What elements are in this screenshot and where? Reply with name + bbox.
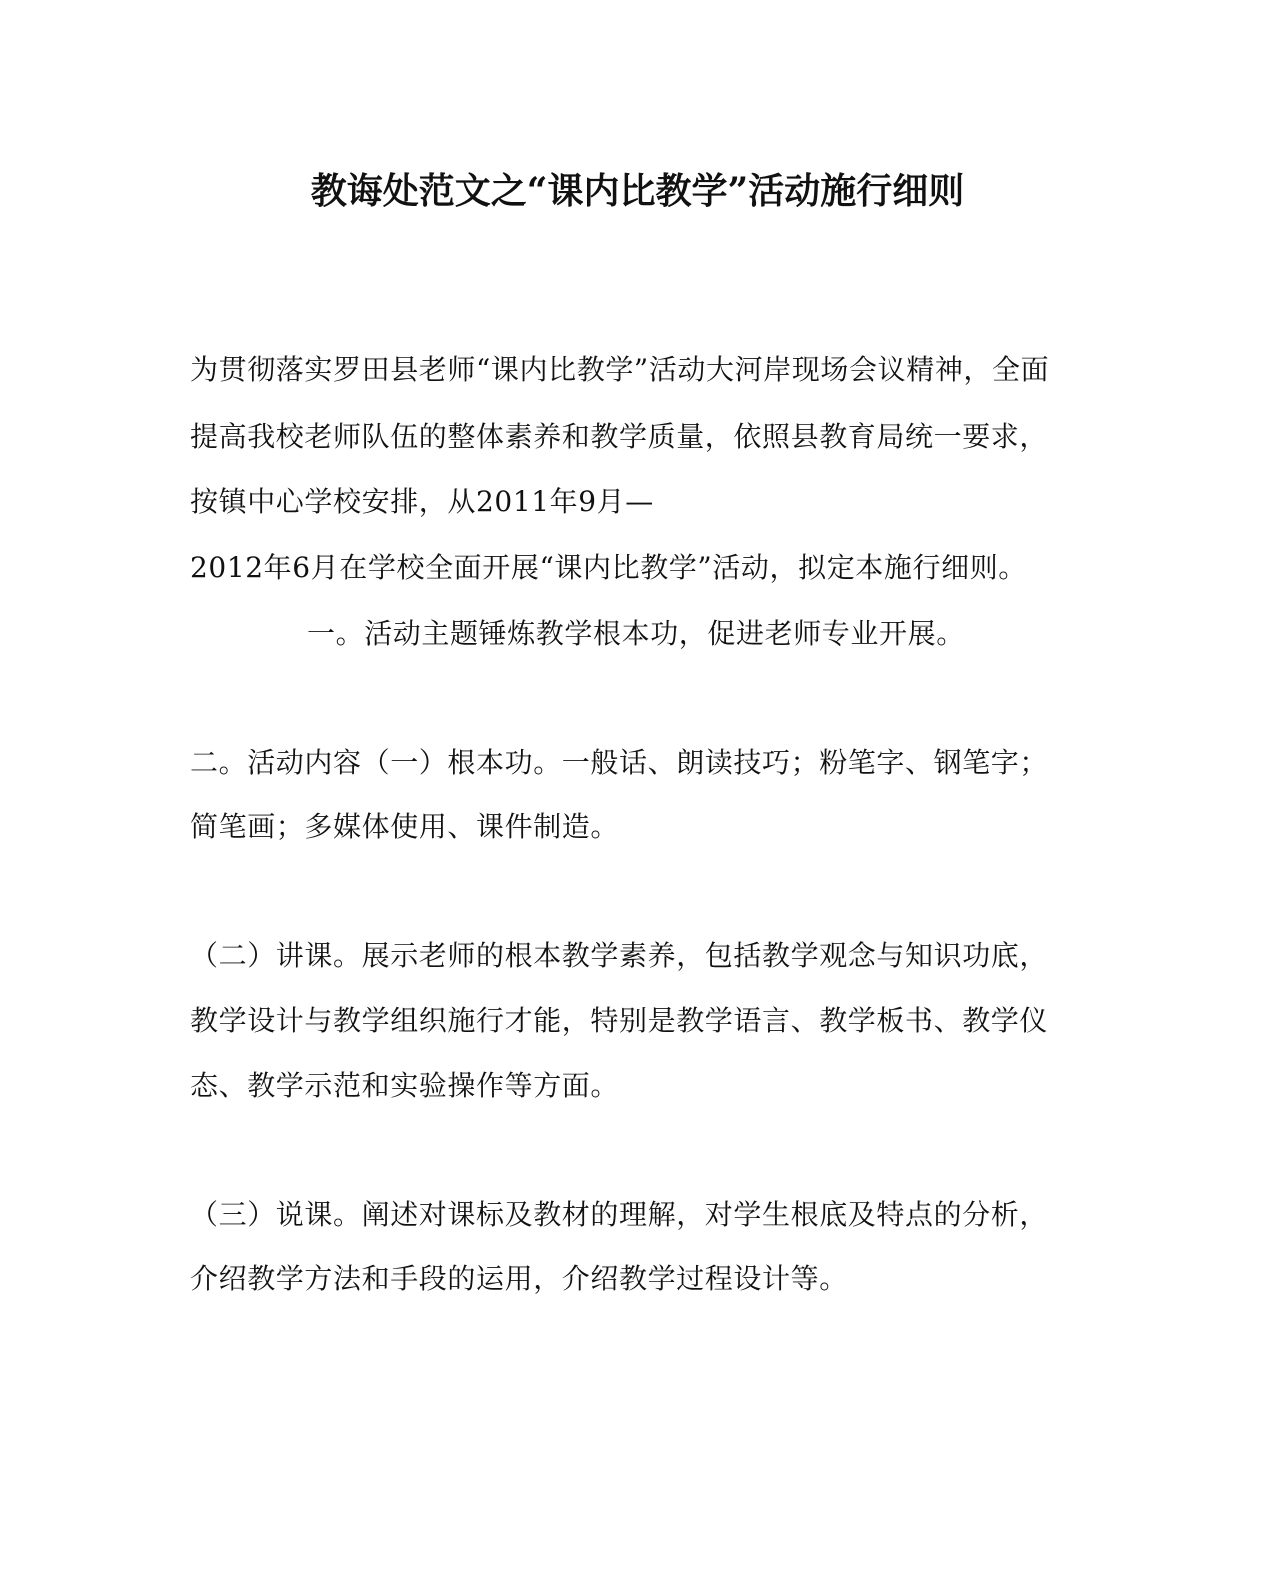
paragraph-line-1: 为贯彻落实罗田县老师“课内比教学”活动大河岸现场会议精神，全面 <box>190 353 1050 386</box>
paragraph-line-6: 二。活动内容（一）根本功。一般话、朗读技巧；粉笔字、钢笔字； <box>190 746 1049 779</box>
paragraph-line-8: （二）讲课。展示老师的根本教学素养，包括教学观念与知识功底， <box>190 939 1049 972</box>
paragraph-line-4: 2012年6月在学校全面开展“课内比教学”活动，拟定本施行细则。 <box>190 551 1027 584</box>
paragraph-line-10: 态、教学示范和实验操作等方面。 <box>190 1069 620 1102</box>
paragraph-line-2: 提高我校老师队伍的整体素养和教学质量，依照县教育局统一要求， <box>190 420 1049 453</box>
document-title: 教诲处范文之“课内比教学”活动施行细则 <box>310 170 965 212</box>
paragraph-line-11: （三）说课。阐述对课标及教材的理解，对学生根底及特点的分析， <box>190 1198 1049 1231</box>
paragraph-line-9: 教学设计与教学组织施行才能，特别是教学语言、教学板书、教学仪 <box>190 1004 1049 1037</box>
section-heading-1: 一。活动主题锤炼教学根本功，促进老师专业开展。 <box>307 617 965 650</box>
paragraph-line-12: 介绍教学方法和手段的运用，介绍教学过程设计等。 <box>190 1262 848 1295</box>
paragraph-line-3: 按镇中心学校安排，从2011年9月— <box>190 485 654 518</box>
paragraph-line-7: 简笔画；多媒体使用、课件制造。 <box>190 810 620 843</box>
